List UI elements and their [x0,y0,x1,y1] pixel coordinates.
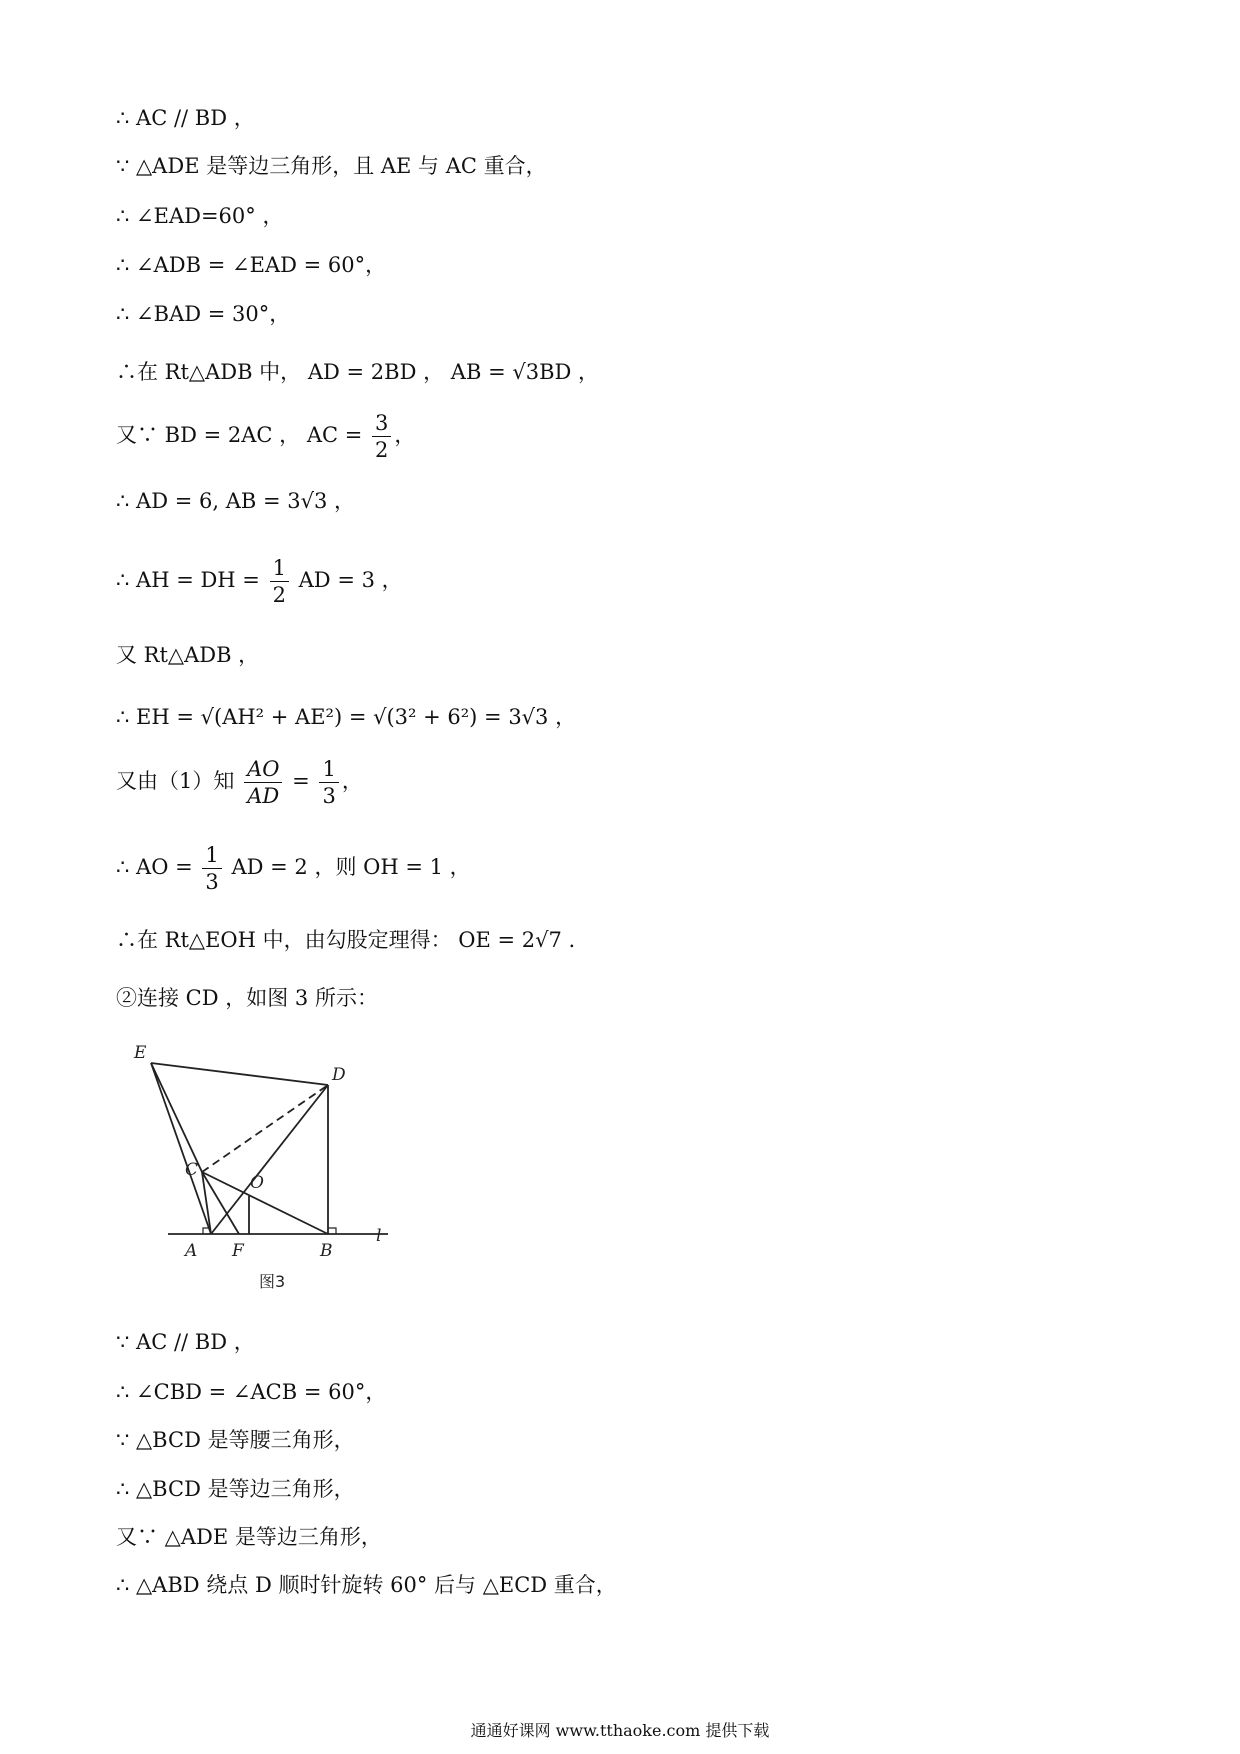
page-footer: 通通好课网 www.tthaoke.com 提供下载 [470,1721,770,1740]
text-line-6: ∴在 Rt△ADB 中， AD = 2BD ， AB = √3BD ， [116,360,600,384]
text-comma: ， [341,769,363,793]
text-line-4: ∴ ∠ADB = ∠EAD = 60°， [116,253,387,277]
segment-EA [151,1063,211,1234]
fraction-numerator: 3 [372,410,391,437]
text-line-16: ∵ AC // BD ， [116,1330,255,1354]
text-segment: ∴ AH = DH = [116,568,260,592]
fraction-1-over-2 [270,555,289,608]
segment-AD [211,1085,328,1234]
text-line-14: ∴在 Rt△EOH 中，由勾股定理得： OE = 2√7 . [116,928,576,952]
label-O: O [250,1173,264,1193]
fraction-numerator: 1 [319,756,338,783]
text-line-9 [116,555,403,608]
fraction-denominator: 2 [375,438,389,462]
text-equals: = [292,769,310,793]
fraction-1-over-3 [202,842,221,895]
text-comma: ， [394,423,416,447]
fraction-denominator: AD [247,784,280,808]
text-line-10: 又 Rt△ADB ， [116,643,260,667]
text-segment: ∴ AO = [116,855,193,879]
text-line-2: ∵ △ADE 是等边三角形，且 AE 与 AC 重合， [116,154,547,178]
text-segment: 又由（1）知 [116,769,235,793]
text-line-12 [116,756,363,809]
text-line-17: ∴ ∠CBD = ∠ACB = 60°， [116,1380,387,1404]
fraction-ao-over-ad [244,756,282,809]
label-B: B [320,1241,333,1261]
fraction-denominator: 3 [205,870,219,894]
geometry-figure-3 [128,1045,418,1300]
label-A: A [185,1241,198,1261]
label-F: F [232,1241,244,1261]
right-angle-mark-B [328,1228,336,1234]
label-l: l [376,1226,382,1246]
text-line-18: ∵ △BCD 是等腰三角形， [116,1428,355,1452]
text-segment: 又∵ BD = 2AC ， AC = [116,423,363,447]
text-line-19: ∴ △BCD 是等边三角形， [116,1477,355,1501]
label-C: C [185,1160,199,1180]
segment-ED [151,1063,328,1085]
text-line-8: ∴ AD = 6, AB = 3√3 ， [116,489,356,513]
label-E: E [134,1045,147,1063]
fraction-3-over-2 [372,410,391,463]
text-line-11: ∴ EH = √(AH² + AE²) = √(3² + 6²) = 3√3 ， [116,705,577,729]
text-line-7 [116,410,415,463]
segment-EC [151,1063,202,1172]
fraction-1-over-3-rhs [319,756,338,809]
segment-CA [202,1172,211,1234]
text-segment: AD = 3 ， [298,568,403,592]
fraction-denominator: 2 [272,583,286,607]
text-line-3: ∴ ∠EAD=60° ， [116,204,284,228]
text-line-21: ∴ △ABD 绕点 D 顺时针旋转 60° 后与 △ECD 重合， [116,1573,617,1597]
label-D: D [332,1065,346,1085]
fraction-numerator: AO [244,756,282,783]
text-line-13 [116,842,471,895]
text-line-20: 又∵ △ADE 是等边三角形， [116,1525,382,1549]
fraction-numerator: 1 [270,555,289,582]
fraction-denominator: 3 [322,784,336,808]
segment-CD-dashed [202,1085,328,1172]
text-line-15: ②连接 CD ，如图 3 所示： [116,986,378,1010]
text-line-5: ∴ ∠BAD = 30°， [116,302,291,326]
figure-caption: 图3 [259,1272,286,1291]
fraction-numerator: 1 [202,842,221,869]
text-segment: AD = 2 ，则 OH = 1 ， [231,855,471,879]
text-line-1: ∴ AC // BD ， [116,106,255,130]
